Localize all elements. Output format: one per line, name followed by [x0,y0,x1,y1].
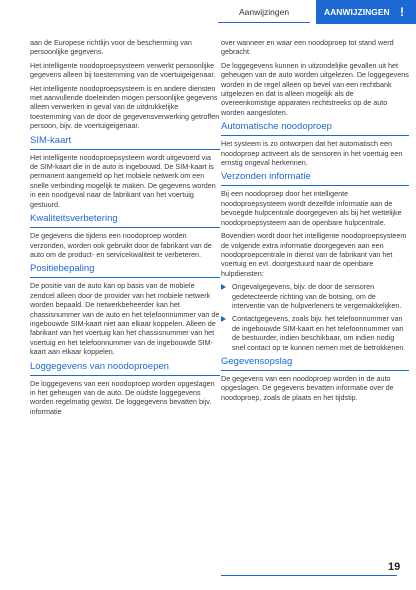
paragraph: Het intelligente noodoproepsysteem is en andere diensten met aanvullende doeleinden mogen persoonlijke gegevens alleen verwerken in geval van de uitdrukkelijke toestemming van de door de gegevensverwerking getroffen persoon, bijv. de voertuigeigenaar. [30,83,220,131]
paragraph: De gegevens die tijdens een noodoproep worden verzonden, worden ook gebruikt door de fabrikant van de auto om de product- en servicekwaliteit te verbeteren. [30,231,212,259]
paragraph: De positie van de auto kan op basis van de mobiele zendcel alleen door de provider van het mobiele netwerk worden bepaald. De netwerkbeheerder kan het chassisnummer van de auto en het telefoonnummer van de ingebouwde SIM-kaart niet aan elkaar koppelen. Alleen de fabrikant van het voertuig kan het chassisnummer van het voertuig en het telefoonnummer van de ingebouwde SIM-kaart aan elkaar koppelen. [30,281,220,357]
paragraph: Het systeem is zo ontworpen dat het automatisch een noodoproep activeert als de sensoren in het voertuig een ernstig ongeval herkennen. [221,139,403,168]
triangle-bullet-icon [221,284,226,290]
heading-sent-information: Verzonden informatie [221,171,409,186]
left-column [30,38,220,420]
paragraph: Het intelligente noodoproepsysteem wordt uitgevoerd via de SIM-kaart die in de auto is ingebouwd. De SIM-kaart is permanent aangemeld op het mobiele netwerk om een snelle verbinding mogelijk te maken. De gegevens worden in een noodgeval naar de fabrikant van het voertuig gestuurd. [30,152,216,209]
paragraph: Bovendien wordt door het intelligente noodoproepsysteem de volgende extra informatie doorgegeven aan een noodoproepcentrale in dienst van de fabrikant van het voertuig en evt. doorgestuurd naar de openbare hulpdiensten: [221,231,407,278]
paragraph: over wanneer en waar een noodoproep tot stand werd gebracht. [221,38,394,57]
chapter-tab [316,0,416,24]
heading-sim-card: SIM-kaart [30,135,220,150]
triangle-bullet-icon [221,316,226,322]
footer-divider [221,575,397,576]
heading-positioning: Positiebepaling [30,263,220,278]
bullet-list [221,282,409,352]
paragraph: aan de Europese richtlijn voor de bescherming van persoonlijke gegevens. [30,38,192,57]
paragraph: De gegevens van een noodoproep worden in de auto opgeslagen. De gegevens bevatten informatie over de noodoproep, zoals de plaats en het tijdstip. [221,373,394,402]
paragraph: Bij een noodoproep door het intelligente noodoproepsysteem wordt dezelfde informatie aan de bevoegde hulpcentrale doorgegeven als bij het wettelijke noodoproepsysteem aan de openbare hulpcentrale. [221,189,402,227]
page-number: 19 [388,561,401,573]
right-column [221,38,409,406]
list-item [221,314,409,352]
paragraph: De loggegevens van een noodoproep worden opgeslagen in het geheugen van de auto. De oudste loggegevens worden regelmatig gewist. De loggegevens bevatten bijv. informatie [30,378,215,416]
list-item [221,282,409,310]
chapter-tab-label: AANWIJZINGEN [324,7,390,17]
list-item-text: Ongevalgegevens, bijv. de door de sensoren gedetecteerde richting van de botsing, om de interventie van de hulpverleners te vergemakkelijken. [232,282,402,310]
list-item-text: Contactgegevens, zoals bijv. het telefoonnummer van de ingebouwde SIM-kaart en het telefoonnummer van de bestuurder, indien beschikbaar, om indien nodig snel contact op te kunnen nemen met de betrokkenen. [232,314,406,352]
paragraph: Het intelligente noodoproepsysteem verwerkt persoonlijke gegevens alleen bij toestemming van de voertuigeigenaar. [30,60,216,80]
exclamation-icon: ! [400,5,404,19]
heading-log-data: Loggegevens van noodoproepen [30,361,220,376]
heading-quality-improvement: Kwaliteitsverbetering [30,213,220,228]
heading-data-storage: Gegevensopslag [221,356,409,371]
paragraph: De loggegevens kunnen in uitzondelijke gevallen uit het geheugen van de auto worden uitgelezen. De loggegevens worden in de regel alleen op bevel van een rechtbank uitgelezen en dat is alleen mogelijk als de overeenkomstige apparaten rechtstreeks op de auto worden aangesloten. [221,60,409,117]
page-header [0,0,416,26]
heading-automatic-emergency-call: Automatische noodoproep [221,121,409,136]
section-tab-label: Aanwijzingen [218,4,310,23]
